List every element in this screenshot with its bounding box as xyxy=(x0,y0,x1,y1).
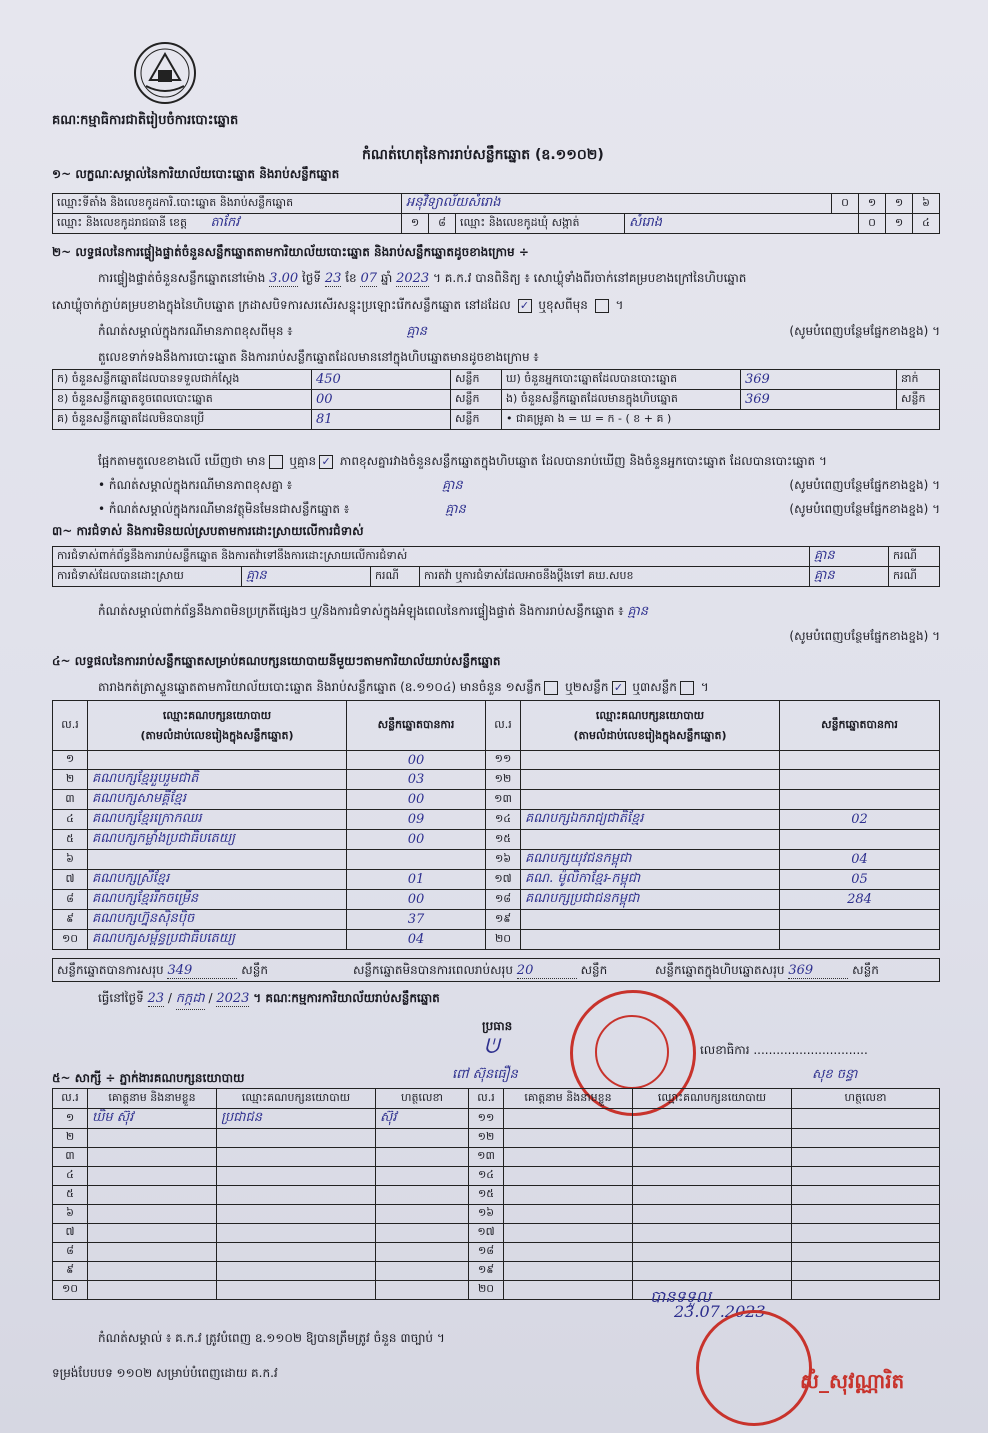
valid-votes: 04 xyxy=(780,850,940,870)
party-name xyxy=(521,770,780,790)
witness-name xyxy=(504,1186,633,1205)
witness-signature: ស៊ុវ xyxy=(376,1109,469,1129)
witness-signature xyxy=(792,1109,940,1129)
valid-votes xyxy=(780,930,940,950)
received-date: 23.07.2023 xyxy=(674,1302,766,1321)
section3-table: ការជំទាស់ពាក់ព័ន្ធនឹងការរាប់សន្លឹកឆ្នោត និងការតវ៉ាទៅនឹងការដោះស្រាយលើការជំទាស់ គ្មាន ករណី ការជំទាស់ដែលបានដោះស្រាយ គ្មាន ករណី ការតវ៉ា ឬការជំទាស់ដែលអាចនឹងប្តឹងទៅ គឃ.សបខ គ្មាន ករណី xyxy=(52,546,940,587)
witness-signature xyxy=(376,1205,469,1224)
party-name xyxy=(88,751,347,770)
party-name: គណបក្សសាមគ្គីខ្មែរ xyxy=(88,790,347,810)
three-sheet-checkbox[interactable] xyxy=(680,681,694,695)
secretary-label: លេខាធិការ .............................. xyxy=(700,1043,868,1057)
row-number: ៨ xyxy=(53,1243,88,1262)
witness-name xyxy=(88,1205,217,1224)
results-row xyxy=(53,930,940,950)
row-number: ១៨ xyxy=(469,1243,504,1262)
commune-code: ៤ xyxy=(913,214,940,234)
valid-votes: 09 xyxy=(347,810,486,830)
objection-label: ការជំទាស់ពាក់ព័ន្ធនឹងការរាប់សន្លឹកឆ្នោត និងការតវ៉ាទៅនឹងការដោះស្រាយលើការជំទាស់ xyxy=(53,547,810,567)
witness-signature xyxy=(792,1205,940,1224)
witness-signature xyxy=(792,1243,940,1262)
witness-party: ប្រជាជន xyxy=(217,1109,376,1129)
row-number: ១៥ xyxy=(486,830,521,850)
note3: • កំណត់សម្គាល់ក្នុងករណីមានវត្ថុមិនមែនជាសន្លឹកឆ្នោត ៖ គ្មាន (សូមបំពេញបន្ថែមផ្នែកខាងខ្នង) ។ xyxy=(98,502,940,517)
witness-signature xyxy=(792,1281,940,1300)
location-value: អនុវិទ្យាល័យសំរោង xyxy=(402,194,832,214)
section5-heading: ៥~ សាក្សី ÷ ភ្នាក់ងារគណបក្សនយោបាយ xyxy=(52,1071,245,1085)
party-name: គណបក្សខ្មែររីកចម្រើន xyxy=(88,890,347,910)
row-number: ១៤ xyxy=(486,810,521,830)
resolved-value: គ្មាន xyxy=(242,567,371,587)
witness-party xyxy=(217,1205,376,1224)
row-number: ៦ xyxy=(53,850,88,870)
footer-form-note: ទម្រង់បែបបទ ១១០២ សម្រាប់បំពេញដោយ គ.ក.វ xyxy=(52,1366,278,1380)
form-title: កំណត់ហេតុនៃការរាប់សន្លឹកឆ្នោត (ឧ.១១០២) xyxy=(362,147,604,163)
row-number: ១២ xyxy=(486,770,521,790)
has-difference-checkbox[interactable] xyxy=(269,455,283,469)
witness-row xyxy=(53,1167,940,1186)
party-name xyxy=(521,910,780,930)
witness-name xyxy=(504,1262,633,1281)
results-row xyxy=(53,890,940,910)
party-name xyxy=(521,830,780,850)
row-number: ២ xyxy=(53,770,88,790)
valid-votes xyxy=(347,850,486,870)
nec-logo xyxy=(132,40,198,106)
section2-heading: ២~ លទ្ធផលនៃការផ្ទៀងផ្ទាត់ចំនួនសន្លឹកឆ្នោតតាមការិយាល័យបោះឆ្នោត និងរាប់សន្លឹកឆ្នោតដូចខាងក្រោម ÷ xyxy=(52,245,529,259)
witness-party xyxy=(217,1186,376,1205)
row-number: ១៨ xyxy=(486,890,521,910)
receipt-seal xyxy=(696,1310,812,1426)
valid-votes xyxy=(780,770,940,790)
party-name: គណបក្សឯករាជ្យជាតិខ្មែរ xyxy=(521,810,780,830)
commune-value: សំរោង xyxy=(625,214,859,234)
row-number: ៣ xyxy=(53,790,88,810)
results-row xyxy=(53,810,940,830)
witness-signature xyxy=(376,1167,469,1186)
witness-party xyxy=(633,1129,792,1148)
witness-name xyxy=(504,1205,633,1224)
witness-party xyxy=(633,1262,792,1281)
witness-name xyxy=(504,1148,633,1167)
results-row xyxy=(53,870,940,890)
witness-name xyxy=(88,1186,217,1205)
witness-row xyxy=(53,1129,940,1148)
witness-name: ឃិម ស៊ុវ xyxy=(88,1109,217,1129)
witness-party xyxy=(217,1262,376,1281)
valid-votes: 04 xyxy=(347,930,486,950)
note1: កំណត់សម្គាល់ក្នុងករណីមានភាពខុសពីមុន ៖ គ្មាន (សូមបំពេញបន្ថែមផ្នែកខាងខ្នង) ។ xyxy=(98,324,940,339)
row-number: ១៧ xyxy=(469,1224,504,1243)
tally-sheets-line: តារាងកត់ត្រាស្ទួនឆ្នោតតាមការិយាល័យបោះឆ្នោត និងរាប់សន្លឹកឆ្នោត (ឧ.១១០៤) មានចំនួន ១សន្លឹក ឬ២សន្លឹក ✓ ឬ៣សន្លឹក ។ xyxy=(98,680,709,694)
received-label: បានទទួល xyxy=(650,1287,711,1306)
witness-signature xyxy=(792,1262,940,1281)
code-digit: ១ xyxy=(886,194,913,214)
row-number: ១០ xyxy=(53,930,88,950)
difference-line: ផ្អែកតាមតួលេខខាងលើ ឃើញថា មាន ឬគ្មាន ✓ ភាពខុសគ្នារវាងចំនួនសន្លឹកឆ្នោតក្នុងហិបឆ្នោត ដែលបានរាប់ឃើញ និងចំនួនអ្នកបោះឆ្នោត ដែលបានបោះឆ្នោត ។ xyxy=(98,454,827,468)
row-number: ១ xyxy=(53,1109,88,1129)
different-checkbox[interactable] xyxy=(595,299,609,313)
row-number: ២០ xyxy=(486,930,521,950)
party-name: គណបក្សកម្លាំងប្រជាធិបតេយ្យ xyxy=(88,830,347,850)
party-name xyxy=(521,930,780,950)
witness-name xyxy=(88,1224,217,1243)
row-number: ១៣ xyxy=(469,1148,504,1167)
row-number: ២ xyxy=(53,1129,88,1148)
valid-votes xyxy=(780,790,940,810)
note2: • កំណត់សម្គាល់ក្នុងករណីមានភាពខុសគ្នា ៖ គ្មាន (សូមបំពេញបន្ថែមផ្នែកខាងខ្នង) ។ xyxy=(98,478,940,493)
appeal-value: គ្មាន xyxy=(810,567,889,587)
party-name: គណបក្សយុវជនកម្ពុជា xyxy=(521,850,780,870)
row-number: ១៧ xyxy=(486,870,521,890)
witness-signature xyxy=(376,1148,469,1167)
row-number: ៧ xyxy=(53,870,88,890)
row-number: ៣ xyxy=(53,1148,88,1167)
witness-party xyxy=(633,1167,792,1186)
witness-name xyxy=(88,1167,217,1186)
valid-votes xyxy=(780,830,940,850)
witness-row xyxy=(53,1109,940,1129)
row-number: ១១ xyxy=(486,751,521,770)
commune-code: ១ xyxy=(886,214,913,234)
commune-label: ឈ្មោះ និងលេខកូដឃុំ សង្កាត់ xyxy=(456,214,625,234)
witness-signature xyxy=(376,1129,469,1148)
valid-votes: 37 xyxy=(347,910,486,930)
one-sheet-checkbox[interactable] xyxy=(544,681,558,695)
witness-party xyxy=(217,1129,376,1148)
president-signature: ᕫ xyxy=(484,1034,499,1058)
results-row xyxy=(53,850,940,870)
results-row xyxy=(53,910,940,930)
witness-signature xyxy=(792,1186,940,1205)
valid-votes: 02 xyxy=(780,810,940,830)
row-number: ៥ xyxy=(53,1186,88,1205)
witness-name xyxy=(504,1281,633,1300)
row-number: ១៤ xyxy=(469,1167,504,1186)
valid-votes: 05 xyxy=(780,870,940,890)
row-number: ២០ xyxy=(469,1281,504,1300)
witness-party xyxy=(217,1148,376,1167)
party-name: គណបក្សខ្មែររួបរួមជាតិ xyxy=(88,770,347,790)
figures-row: ក) ចំនួនសន្លឹកឆ្នោតដែលបានទទួលជាក់ស្តែង 450 សន្លឹក ឃ) ចំនួនអ្នកបោះឆ្នោតដែលបានបោះឆ្នោត 369 នាក់ xyxy=(53,370,940,390)
receiver-name: សំ_សុវណ្ណារិត xyxy=(800,1369,905,1393)
section4-heading: ៤~ លទ្ធផលនៃការរាប់សន្លឹកឆ្នោតសម្រាប់គណបក្សនយោបាយនីមួយៗតាមការិយាល័យរាប់សន្លឹកឆ្នោត xyxy=(52,654,501,668)
witness-party xyxy=(217,1167,376,1186)
party-name: គណបក្សស្រីខ្មែរ xyxy=(88,870,347,890)
section3-heading: ៣~ ការជំទាស់ និងការមិនយល់ស្របតាមការដោះស្រាយលើការជំទាស់ xyxy=(52,524,364,538)
no-difference-checkbox[interactable]: ✓ xyxy=(319,455,333,469)
witness-row xyxy=(53,1281,940,1300)
witness-party xyxy=(633,1186,792,1205)
witness-signature xyxy=(376,1186,469,1205)
results-row xyxy=(53,770,940,790)
row-number: ១ xyxy=(53,751,88,770)
witness-name xyxy=(504,1109,633,1129)
results-table: ល.រ ឈ្មោះគណបក្សនយោបាយ (តាមលំដាប់លេខរៀងក្នុងសន្លឹកឆ្នោត) សន្លឹកឆ្នោតបានការ ល.រ ឈ្មោះគណបក្សនយោបាយ (តាមលំដាប់លេខរៀងក្នុងសន្លឹកឆ្នោត) សន្លឹកឆ្នោតបានការ ១ 00 ១១ ២ គណបក្សខ្មែររួបរួមជាតិ 03 ១២ ៣ គណបក្សសាមគ្គីខ្មែរ 00 ១៣ ៤ គណបក្សខ្មែរក្រោកឈរ 09 ១៤ គណបក្សឯករាជ្យជាតិខ្មែរ 02 ៥ គណបក្សកម្លាំងប្រជាធិបតេយ្យ 00 ១៥ ៦ ១៦ គណបក្សយុវជនកម្ពុជា 04 ៧ គណបក្សស្រីខ្មែរ 01 ១៧ គណ. ម៉ូលិកាខ្មែរ-កម្ពុជា 05 ៨ គណបក្សខ្មែររីកចម្រើន 00 ១៨ គណបក្សប្រជាជនកម្ពុជា 284 ៩ គណបក្សហ្វ៊ុនស៊ិនប៉ិច 37 ១៩ ១០ គណបក្សសម្ព័ន្ធប្រជាធិបតេយ្យ 04 ២០ xyxy=(52,700,940,950)
code-digit: ០ xyxy=(832,194,859,214)
witness-table: ល.រ គោត្តនាម និងនាមខ្លួន ឈ្មោះគណបក្សនយោបាយ ហត្ថលេខា ល.រ គោត្តនាម និងនាមខ្លួន ឈ្មោះគណបក្សនយោបាយ ហត្ថលេខា ១ ឃិម ស៊ុវ ប្រជាជន ស៊ុវ ១១ ២ ១២ ៣ ១៣ ៤ ១៤ ៥ ១៥ ៦ ១៦ ៧ ១៧ ៨ ១៨ ៩ ១៩ ១០ ២០ xyxy=(52,1088,940,1300)
witness-party xyxy=(633,1224,792,1243)
witness-party xyxy=(217,1243,376,1262)
valid-votes: 00 xyxy=(347,890,486,910)
witness-party xyxy=(633,1243,792,1262)
party-name: គណបក្សប្រជាជនកម្ពុជា xyxy=(521,890,780,910)
s3-note: កំណត់សម្គាល់ពាក់ព័ន្ធនឹងភាពមិនប្រក្រតីផ្សេងៗ ឬ/និងការជំទាស់ក្នុងអំឡុងពេលនៃការផ្ទៀងផ្ទាត់ និងការរាប់សន្លឹកឆ្នោត ៖ គ្មាន xyxy=(98,604,648,619)
verify-line: ការផ្ទៀងផ្ទាត់ចំនួនសន្លឹកឆ្នោតនៅម៉ោង 3.00 ថ្ងៃទី 23 ខែ 07 ឆ្នាំ 2023 ។ គ.ក.វ បានពិនិត្យ ៖ សោឃ្លុំទាំងពីរចាក់នៅគម្របខាងក្រៅនៃហិបឆ្នោត xyxy=(98,271,747,286)
witness-signature xyxy=(376,1281,469,1300)
witness-row xyxy=(53,1205,940,1224)
witness-row xyxy=(53,1243,940,1262)
seal-line: សោឃ្លុំចាក់ភ្ជាប់គម្របខាងក្នុងនៃហិបឆ្នោត ក្រដាសបិទការសរសើរសន្ទុះប្រឡោះរើកសន្លឹកឆ្នោត នៅដដែល ✓ ឬខុសពីមុន ។ xyxy=(52,298,624,312)
commune-code: ០ xyxy=(859,214,886,234)
witness-row xyxy=(53,1262,940,1281)
row-number: ៤ xyxy=(53,1167,88,1186)
party-name xyxy=(521,751,780,770)
row-number: ៤ xyxy=(53,810,88,830)
witness-row xyxy=(53,1186,940,1205)
figures-intro: តួលេខទាក់ទងនឹងការបោះឆ្នោត និងការរាប់សន្លឹកឆ្នោតដែលមាននៅក្នុងហិបឆ្នោតមានដូចខាងក្រោម ៖ xyxy=(98,350,539,364)
results-row xyxy=(53,790,940,810)
witness-signature xyxy=(376,1224,469,1243)
row-number: ១១ xyxy=(469,1109,504,1129)
row-number: ១៥ xyxy=(469,1186,504,1205)
valid-votes: 01 xyxy=(347,870,486,890)
totals-row: សន្លឹកឆ្នោតបានការសរុប 349 សន្លឹក សន្លឹកឆ្នោតមិនបានការពេលរាប់សរុប 20 សន្លឹក សន្លឹកឆ្នោតក្នុងហិបឆ្នោតសរុប 369 សន្លឹក xyxy=(52,958,940,982)
party-name: គណបក្សហ្វ៊ុនស៊ិនប៉ិច xyxy=(88,910,347,930)
row-number: ១៦ xyxy=(469,1205,504,1224)
row-number: ៥ xyxy=(53,830,88,850)
row-number: ១០ xyxy=(53,1281,88,1300)
witness-name xyxy=(504,1243,633,1262)
witness-party xyxy=(217,1224,376,1243)
code-digit: ១ xyxy=(859,194,886,214)
witness-name xyxy=(504,1167,633,1186)
witness-party xyxy=(633,1109,792,1129)
witness-signature xyxy=(792,1167,940,1186)
province-code: ១ xyxy=(402,214,429,234)
footer-note: កំណត់សម្គាល់ ៖ គ.ក.វ ត្រូវបំពេញ ឧ.១១០២ ឱ្យបានត្រឹមត្រូវ ចំនួន ៣ច្បាប់ ។ xyxy=(98,1331,445,1345)
witness-signature xyxy=(792,1148,940,1167)
party-name: គណ. ម៉ូលិកាខ្មែរ-កម្ពុជា xyxy=(521,870,780,890)
witness-name xyxy=(504,1129,633,1148)
party-name xyxy=(521,790,780,810)
province-label: ឈ្មោះ និងលេខកូដរាជធានី ខេត្ត តាកែវ xyxy=(53,214,402,234)
valid-votes xyxy=(780,910,940,930)
witness-party xyxy=(217,1281,376,1300)
witness-name xyxy=(88,1262,217,1281)
row-number: ៩ xyxy=(53,910,88,930)
objection-value: គ្មាន xyxy=(810,547,889,567)
row-number: ១២ xyxy=(469,1129,504,1148)
section1-heading: ១~ លក្ខណៈសម្គាល់នៃការិយាល័យបោះឆ្នោត និងរាប់សន្លឹកឆ្នោត xyxy=(52,167,340,181)
secretary-name: សុខ ចន្ធា xyxy=(812,1067,858,1082)
witness-signature xyxy=(376,1243,469,1262)
party-name xyxy=(88,850,347,870)
row-number: ១៩ xyxy=(469,1262,504,1281)
figures-table xyxy=(52,369,940,430)
row-number: ១៦ xyxy=(486,850,521,870)
valid-votes: 00 xyxy=(347,751,486,770)
witness-row xyxy=(53,1148,940,1167)
two-sheet-checkbox[interactable]: ✓ xyxy=(612,681,626,695)
row-number: ៩ xyxy=(53,1262,88,1281)
province-code: ៨ xyxy=(429,214,456,234)
row-number: ១៣ xyxy=(486,790,521,810)
row-number: ៨ xyxy=(53,890,88,910)
same-checkbox[interactable]: ✓ xyxy=(518,299,532,313)
party-name: គណបក្សខ្មែរក្រោកឈរ xyxy=(88,810,347,830)
president-label: ប្រធាន xyxy=(482,1019,513,1033)
witness-signature xyxy=(792,1224,940,1243)
province-value: តាកែវ xyxy=(210,215,240,230)
location-label: ឈ្មោះទីតាំង និងលេខកូដការិ.បោះឆ្នោត និងរាប់សន្លឹកឆ្នោត xyxy=(53,194,402,214)
code-digit: ៦ xyxy=(913,194,940,214)
witness-signature xyxy=(792,1129,940,1148)
witness-party xyxy=(633,1148,792,1167)
resolved-label: ការជំទាស់ដែលបានដោះស្រាយ xyxy=(53,567,242,587)
witness-row xyxy=(53,1224,940,1243)
witness-name xyxy=(88,1243,217,1262)
president-name: ពៅ ស៊ុនធឿន xyxy=(452,1067,518,1082)
witness-signature xyxy=(376,1262,469,1281)
row-number: ៦ xyxy=(53,1205,88,1224)
results-row xyxy=(53,751,940,770)
results-row xyxy=(53,830,940,850)
figures-row: ខ) ចំនួនសន្លឹកឆ្នោតខូចពេលបោះឆ្នោត 00 សន្លឹក ង) ចំនួនសន្លឹកឆ្នោតដែលមានក្នុងហិបឆ្នោត 369 សន្លឹក xyxy=(53,390,940,410)
witness-name xyxy=(88,1129,217,1148)
row-number: ៧ xyxy=(53,1224,88,1243)
witness-name xyxy=(88,1281,217,1300)
valid-votes xyxy=(780,751,940,770)
valid-votes: 00 xyxy=(347,830,486,850)
valid-votes: 284 xyxy=(780,890,940,910)
figures-row: គ) ចំនួនសន្លឹកឆ្នោតដែលមិនបានប្រើ 81 សន្លឹក • ជាគម្រូគា ង = ឃ = ក - ( ខ + គ ) xyxy=(53,410,940,430)
made-line: ធ្វើនៅថ្ងៃទី 23 / កក្កដា / 2023 ។ គណៈកម្មការការិយាល័យរាប់សន្លឹកឆ្នោត xyxy=(98,990,440,1010)
witness-party xyxy=(633,1205,792,1224)
valid-votes: 00 xyxy=(347,790,486,810)
row-number: ១៩ xyxy=(486,910,521,930)
committee-name: គណៈកម្មាធិការជាតិរៀបចំការបោះឆ្នោត xyxy=(52,113,239,128)
valid-votes: 03 xyxy=(347,770,486,790)
witness-name xyxy=(88,1148,217,1167)
party-name: គណបក្សសម្ព័ន្ធប្រជាធិបតេយ្យ xyxy=(88,930,347,950)
appeal-label: ការតវ៉ា ឬការជំទាស់ដែលអាចនឹងប្តឹងទៅ គឃ.សបខ xyxy=(420,567,810,587)
section1-table xyxy=(52,193,940,234)
s3-fill-hint: (សូមបំពេញបន្ថែមផ្នែកខាងខ្នង) ។ xyxy=(789,629,940,643)
witness-name xyxy=(504,1224,633,1243)
